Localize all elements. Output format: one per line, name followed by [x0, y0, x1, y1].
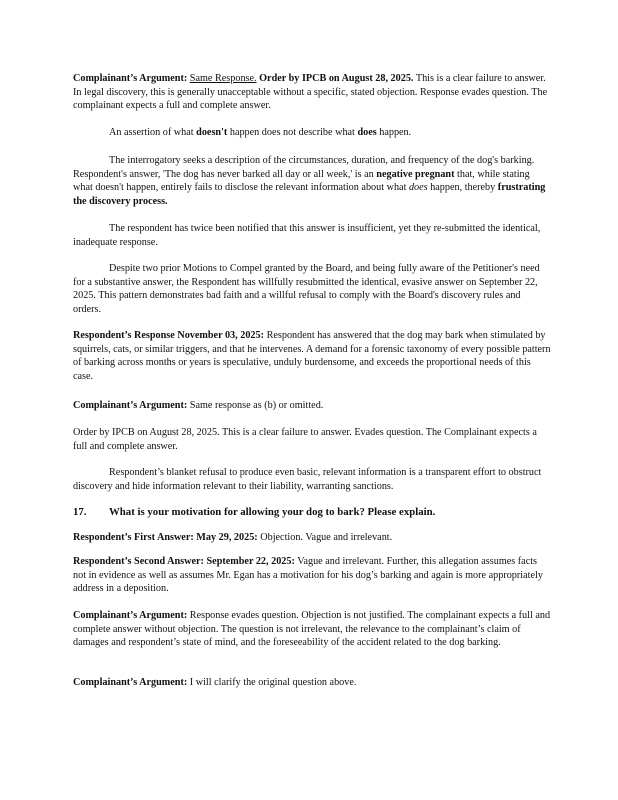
interrogatory-17 [73, 506, 551, 520]
answer-date: September 22, 2025: [206, 556, 295, 567]
paragraph-heading: Complainant’s Argument: [73, 610, 188, 621]
respondent-second-answer: Respondent’s Second Answer: September 22, 2025: Vague and irrelevant. Further, this allegation assumes facts not in evidence as well as assumes Mr. Egan has a motivation for his dog’s barking and again is more appropriately address in a deposition. [73, 556, 543, 595]
motions-to-compel-paragraph: Despite two prior Motions to Compel granted by the Board, and being fully aware of the Petitioner's need for a substantive answer, the Respondent has willfully resubmitted the identical, evasive answer on September 22, 2025. This pattern demonstrates bad faith and a willful refusal to comply with the Board's discovery rules and orders. [73, 263, 540, 315]
paragraph-heading: Respondent’s Second Answer: [73, 556, 204, 567]
paragraph-heading: Respondent’s First Answer: [73, 532, 194, 543]
notified-paragraph: The respondent has twice been notified that this answer is insufficient, yet they re-submitted the identical, inadequate response. [73, 223, 541, 248]
question-number: 17. [73, 506, 87, 518]
complainant-argument-short: Complainant’s Argument: Same response as (b) or omitted. [73, 400, 324, 411]
question-text: What is your motivation for allowing your dog to bark? Please explain. [109, 506, 436, 518]
complainant-argument-paragraph [73, 72, 551, 113]
order-date: Order by IPCB on August 28, 2025. [259, 73, 414, 84]
paragraph-heading: Complainant’s Argument: [73, 677, 188, 688]
respondent-response-paragraph: Respondent’s Response November 03, 2025: Respondent has answered that the dog may bark when stimulated by squirrels, cats, or similar triggers, and that he intervenes. A demand for a forensic taxonomy of every possible pattern of barking across months or years is speculative, unduly burdensome, and exceeds the proportional needs of this case. [73, 330, 551, 382]
same-response-text: Same Response. [189, 73, 257, 84]
answer-date: May 29, 2025: [196, 532, 258, 543]
interrogatory-paragraph: The interrogatory seeks a description of the circumstances, duration, and frequency of the dog's barking. Respondent's answer, 'The dog has never barked all day or all week,' is an negative pregnant that, while stating what doesn't happen, entirely fails to disclose the relevant information about what does happen, thereby frustrating the discovery process. [73, 155, 546, 207]
complainant-argument-clarify: Complainant’s Argument: I will clarify the original question above. [73, 677, 357, 688]
assertion-paragraph: An assertion of what doesn't happen does not describe what does happen. [109, 127, 412, 138]
paragraph-body: This is a clear failure to answer. In legal discovery, this is generally unacceptable without a specific, stated objection. Response evades question. The complainant expects a full and complete answer. [73, 73, 548, 112]
respondent-first-answer: Respondent’s First Answer: May 29, 2025: Objection. Vague and irrelevant. [73, 532, 393, 543]
blanket-refusal-paragraph: Respondent’s blanket refusal to produce even basic, relevant information is a transparent effort to obstruct discovery and hide information relevant to their liability, warranting sanctions. [73, 467, 542, 492]
complainant-argument-objection: Complainant’s Argument: Response evades question. Objection is not justified. The complainant expects a full and complete answer without objection. The question is not irrelevant, the relevance to the complainant’s claim of damages and respondent’s state of mind, and the foreseeability of the accident related to the dog barking. [73, 610, 551, 649]
order-paragraph: Order by IPCB on August 28, 2025. This is a clear failure to answer. Evades question. The Complainant expects a full and complete answer. [73, 427, 537, 452]
paragraph-heading: Respondent’s Response November 03, 2025: [73, 330, 265, 341]
paragraph-heading: Complainant’s Argument: [73, 73, 188, 84]
paragraph-heading: Complainant’s Argument: [73, 400, 188, 411]
